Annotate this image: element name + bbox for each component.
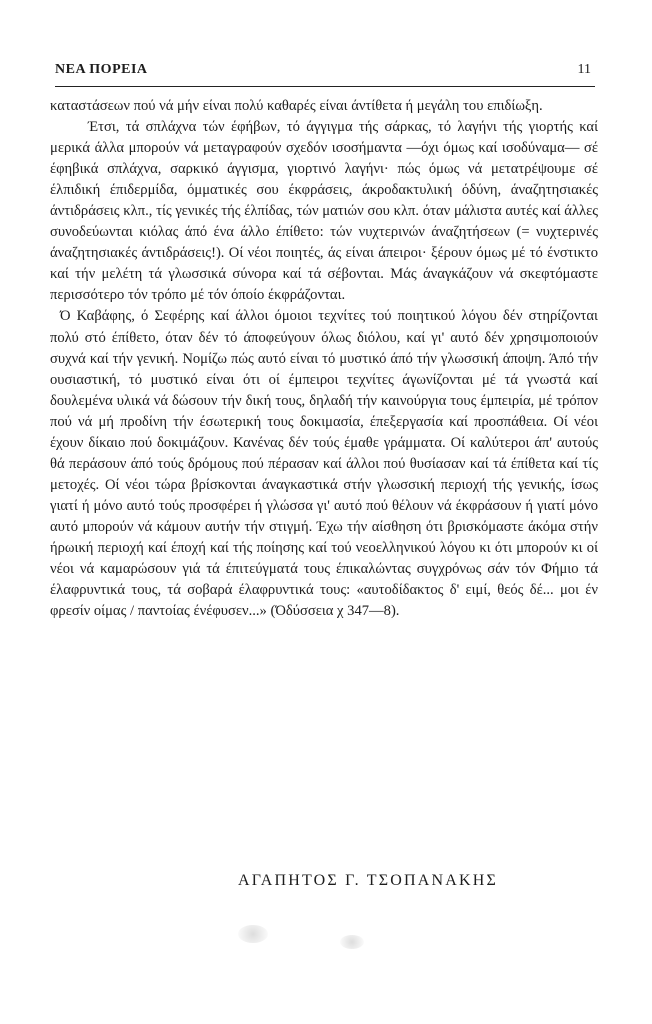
page-number: 11 — [577, 62, 591, 77]
paragraph-continuation: καταστάσεων πού νά μήν είναι πολύ καθαρές είναι άντίθετα ή μεγάλη του επιδίωξη. — [50, 98, 543, 114]
header-rule — [55, 86, 595, 87]
paragraph-examples: Έτσι, τά σπλάχνα τών έφήβων, τό άγγιγμα τής σάρκας, τό λαγήνι τής γιορτής καί μερικά άλλα μπορούν νά μεταγραφούν σχεδόν ισοσήμαντα —όχι όμως καί ισοδύναμα— σέ έφηβικά σπλάχνα, σαρκικό άγγισμα, γιορτινό λαγήνι· πώς όμως νά μετατρέψουμε σέ έλπιδική έπιδερμίδα, όμματικές σου έκφράσεις, άκροδακτυλική όδύνη, άναζητησιακές άντιδράσεις κλπ., τίς γενικές τής έλπίδας, τών ματιών σου κλπ. όταν μάλιστα αυτές καί άλλες συνοδεύωνται κιόλας άπό ένα άλλο έπίθετο: τών νυχτερινών άναζητήσεων (= νυχτερινές άναζητησιακές άντιδράσεις!). Οί νέοι ποιητές, άς είναι άπειροι· ξέρουν όμως μέ τό ένστικτο καί τήν μελέτη τά γλωσσικά σύνορα καί τά σέβονται. Μάς άναγκάζουν νά σκεφτόμαστε περισσότερο τόν τρόπο μέ τόν όποίο έκφράζονται. — [50, 119, 598, 304]
print-smudge — [238, 925, 268, 943]
print-smudge — [340, 935, 364, 949]
journal-title: ΝΕΑ ΠΟΡΕΙΑ — [55, 62, 148, 77]
author-signature: ΑΓΑΠΗΤΟΣ Γ. ΤΣΟΠΑΝΑΚΗΣ — [238, 872, 499, 889]
running-head — [55, 60, 595, 82]
paragraph-masters: Ό Καβάφης, ό Σεφέρης καί άλλοι όμοιοι τεχνίτες τού ποιητικού λόγου δέν στηρίζονται πολύ στό έπίθετο, όταν δέν τό άποφεύγουν όλως διόλου, καί γι' αυτό δέν χρησιμοποιούν συχνά καί τήν γενική. Νομίζω πώς αυτό είναι τό μυστικό άπό τήν γλωσσική άποψη. Άπό τήν ουσιαστική, τό μυστικό είναι ότι οί έμπειροι τεχνίτες άγωνίζονται μέ τά γνωστά καί δουλεμένα υλικά νά δώσουν τήν δική τους, δηλαδή τήν καινούργια τους έμπειρία, μέ τρόπον πού νά μή προδίνη τήν έσωτερική τους δοκιμασία, έπεξεργασία καί προσπάθεια. Οί νέοι έχουν δίκαιο πού δοκιμάζουν. Κανένας δέν τούς έμαθε γράμματα. Οί καλύτεροι άπ' αυτούς θά περάσουν άπό τούς δρόμους πού πέρασαν καί άλλοι πού θυσίασαν καί τά έπίθετα καί τίς μετοχές. Οί νέοι τώρα βρίσκονται άναγκαστικά στήν γλωσσική περιοχή τής γενικής, ίσως γιατί ή μόνο αυτό τούς προσφέρει ή γλώσσα γι' αυτό πού θέλουν νά έκφράσουν ή γιατί μόνο αυτό μπορούν νά κάμουν αυτήν τήν στιγμή. Έχω τήν αίσθηση ότι βρισκόμαστε άκόμα στήν ήρωική περιοχή καί έποχή καί τής ποίησης καί τού νεοελληνικού λόγου κι ότι μπορούν κι οί νέοι νά καμαρώσουν γιά τά έπιτεύγματά τους έπικαλώντας συγχρόνως σάν τόν Φήμιο τά έλαφρυντικά τους, τά σοβαρά έλαφρυντικά τους: «αυτοδίδακτος δ' ειμί, θεός δέ... μοι έν φρεσίν οίμας / παντοίας ένέφυσεν...» (Όδύσσεια χ 347—8). — [50, 308, 598, 620]
article-body — [50, 96, 598, 622]
